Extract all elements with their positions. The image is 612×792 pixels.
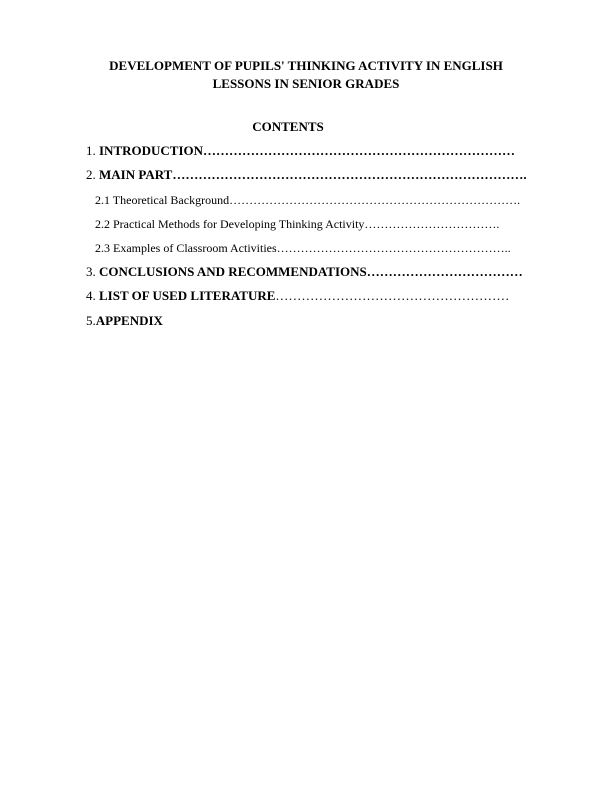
toc-item-label: APPENDIX — [95, 313, 163, 328]
toc-item-leader: ……………………………………………………………… — [203, 143, 516, 158]
toc-item-number: 1. — [86, 143, 99, 158]
toc-item-leader: ……………………………………………… — [275, 288, 510, 303]
toc-item-label: CONCLUSIONS AND RECOMMENDATIONS — [99, 264, 367, 279]
toc-subitem-theoretical-background — [95, 192, 520, 208]
toc-item-label: INTRODUCTION — [99, 143, 204, 158]
toc-item-appendix — [86, 313, 163, 329]
toc-item-label: 2.2 Practical Methods for Developing Thinking Activity — [95, 217, 365, 231]
toc-subitem-practical-methods — [95, 216, 499, 232]
contents-heading: CONTENTS — [252, 119, 324, 134]
toc-item-literature — [86, 288, 509, 304]
toc-item-number: 5. — [86, 313, 96, 328]
toc-item-leader: ……………………………. — [364, 217, 500, 231]
toc-item-leader: ………………………………………………………………. — [229, 193, 521, 207]
toc-item-leader: ………………………………………………………………………. — [172, 167, 527, 182]
toc-item-introduction — [86, 143, 515, 159]
toc-item-label: 2.3 Examples of Classroom Activities — [95, 241, 277, 255]
toc-item-leader: ………………………………………………….. — [276, 241, 511, 255]
document-title — [60, 57, 552, 93]
toc-item-number: 4. — [86, 288, 99, 303]
toc-item-label: LIST OF USED LITERATURE — [99, 288, 276, 303]
toc-item-label: MAIN PART — [99, 167, 173, 182]
toc-item-number: 3. — [86, 264, 99, 279]
toc-item-label: 2.1 Theoretical Background — [95, 193, 230, 207]
toc-item-conclusions — [86, 264, 523, 280]
title-line-2: LESSONS IN SENIOR GRADES — [212, 76, 400, 91]
toc-subitem-classroom-activities — [95, 240, 511, 256]
toc-item-main-part — [86, 167, 527, 183]
title-line-1: DEVELOPMENT OF PUPILS' THINKING ACTIVITY IN ENGLISH — [109, 58, 503, 73]
toc-item-leader: ……………………………… — [366, 264, 523, 279]
toc-item-number: 2. — [86, 167, 99, 182]
